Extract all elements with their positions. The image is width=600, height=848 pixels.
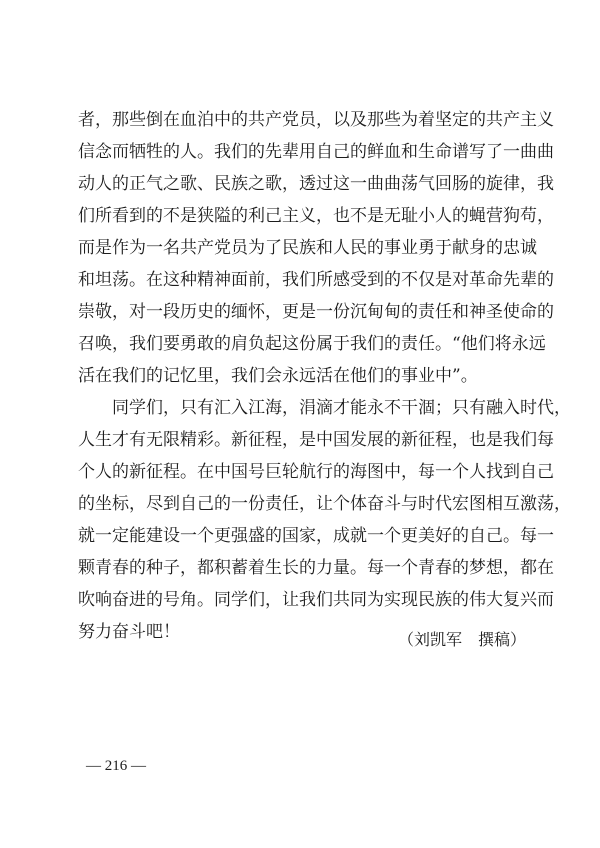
text-line: 者，那些倒在血泊中的共产党员，以及那些为着坚定的共产主义 [78, 110, 554, 130]
author-signature: （刘凯军 撰稿） [397, 630, 526, 649]
text-line: 同学们，只有汇入江海，涓滴才能永不干涸；只有融入时代， [78, 398, 571, 418]
page-number: — 216 — [86, 758, 146, 774]
body-text [78, 104, 571, 648]
text-line: 活在我们的记忆里，我们会永远活在他们的事业中”。 [78, 366, 478, 386]
text-line: 而是作为一名共产党员为了民族和人民的事业勇于献身的忠诚 [78, 238, 537, 258]
text-line: 努力奋斗吧！ [78, 622, 180, 642]
text-line: 的坐标，尽到自己的一份责任，让个体奋斗与时代宏图相互激荡， [78, 494, 571, 514]
text-line: 们所看到的不是狭隘的利己主义，也不是无耻小人的蝇营狗苟， [78, 206, 554, 226]
text-line: 颗青春的种子，都积蓄着生长的力量。每一个青春的梦想，都在 [78, 558, 554, 578]
text-line: 吹响奋进的号角。同学们，让我们共同为实现民族的伟大复兴而 [78, 590, 554, 610]
text-line: 动人的正气之歌、民族之歌，透过这一曲曲荡气回肠的旋律，我 [78, 174, 554, 194]
text-line: 人生才有无限精彩。新征程，是中国发展的新征程，也是我们每 [78, 430, 554, 450]
text-line: 崇敬，对一段历史的缅怀，更是一份沉甸甸的责任和神圣使命的 [78, 302, 554, 322]
text-line: 就一定能建设一个更强盛的国家，成就一个更美好的自己。每一 [78, 526, 554, 546]
text-line: 信念而牺牲的人。我们的先辈用自己的鲜血和生命谱写了一曲曲 [78, 142, 554, 162]
text-line: 召唤，我们要勇敢的肩负起这份属于我们的责任。“他们将永远 [78, 334, 546, 354]
text-line: 个人的新征程。在中国号巨轮航行的海图中，每一个人找到自己 [78, 462, 554, 482]
text-line: 和坦荡。在这种精神面前，我们所感受到的不仅是对革命先辈的 [78, 270, 554, 290]
